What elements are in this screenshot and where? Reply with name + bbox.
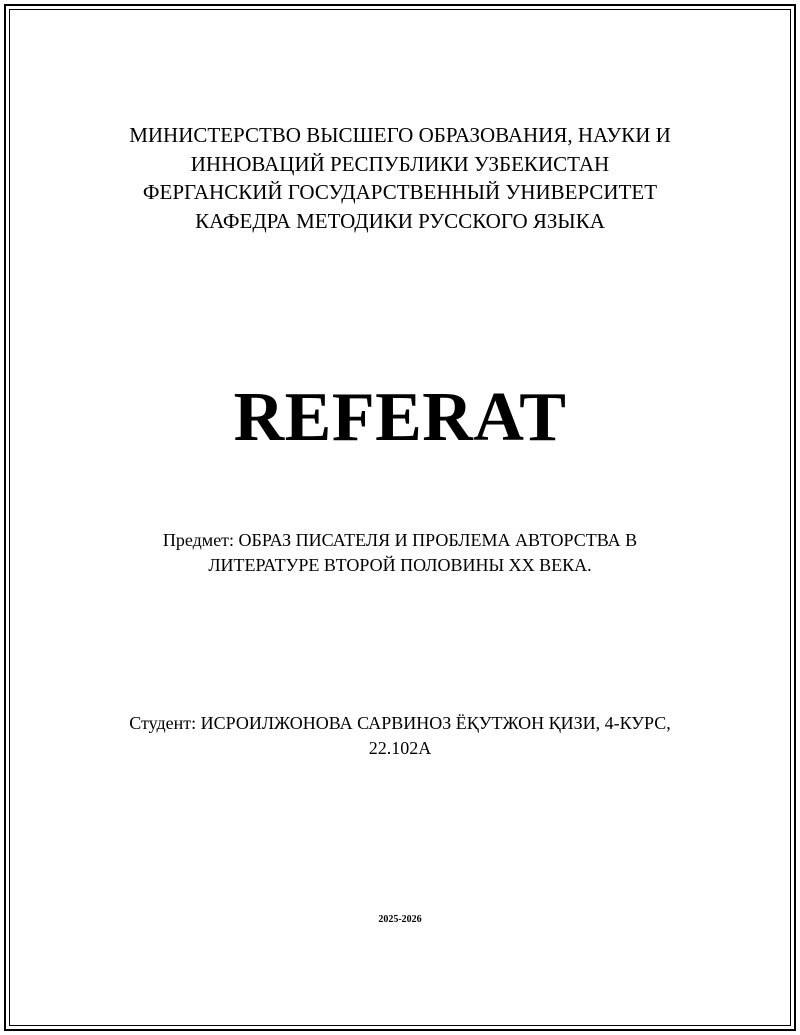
page-title: REFERAT bbox=[233, 379, 567, 456]
academic-year: 2025-2026 bbox=[378, 914, 422, 925]
institution-header bbox=[0, 121, 800, 235]
student-block bbox=[0, 711, 800, 761]
subject-line-2: ЛИТЕРАТУРЕ ВТОРОЙ ПОЛОВИНЫ XX ВЕКА. bbox=[208, 555, 592, 575]
header-line-department: КАФЕДРА МЕТОДИКИ РУССКОГО ЯЗЫКА bbox=[195, 208, 605, 233]
header-line-ministry: МИНИСТЕРСТВО ВЫСШЕГО ОБРАЗОВАНИЯ, НАУКИ И bbox=[129, 123, 671, 147]
student-line-1: Студент: ИСРОИЛЖОНОВА САРВИНОЗ ЁҚУТЖОН ҚИЗИ, 4-КУРС, bbox=[129, 713, 671, 733]
subject-line-1: Предмет: ОБРАЗ ПИСАТЕЛЯ И ПРОБЛЕМА АВТОРСТВА В bbox=[162, 530, 638, 550]
header-line-university: ФЕРГАНСКИЙ ГОСУДАРСТВЕННЫЙ УНИВЕРСИТЕТ bbox=[142, 180, 658, 204]
header-line-republic: ИННОВАЦИЙ РЕСПУБЛИКИ УЗБЕКИСТАН bbox=[190, 151, 610, 176]
student-line-2: 22.102A bbox=[368, 738, 432, 758]
subject-block bbox=[0, 528, 800, 578]
